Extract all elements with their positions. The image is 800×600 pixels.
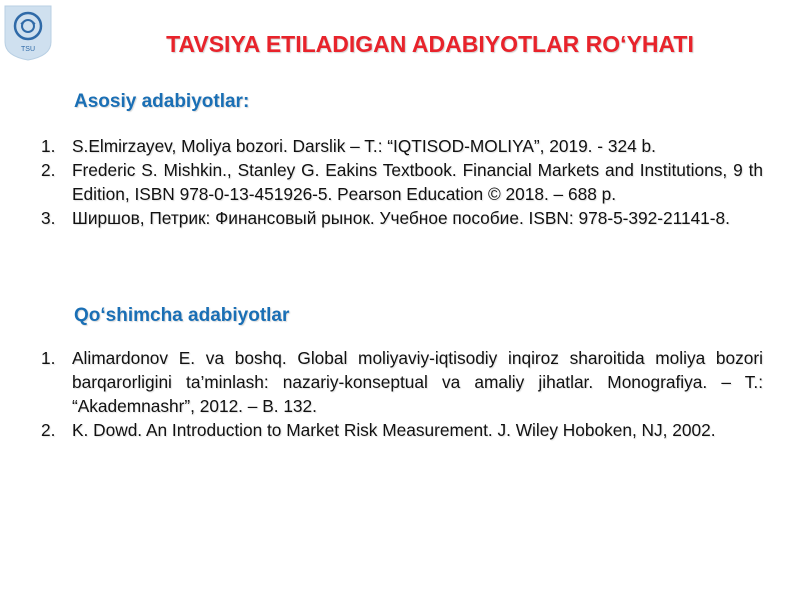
additional-literature-list <box>38 346 763 442</box>
list-item-number: 1. <box>41 348 56 368</box>
list-item-number: 1. <box>41 136 56 156</box>
list-item <box>38 134 763 158</box>
list-item <box>38 158 763 206</box>
list-item-text: Frederic S. Mishkin., Stanley G. Eakins Textbook. Financial Markets and Institutions, 9 th Edition, ISBN 978-0-13-451926-5. Pearson Education © 2018. – 688 p. <box>72 160 763 204</box>
section-heading-additional: Qo‘shimcha adabiyotlar <box>74 305 290 326</box>
list-item-number: 2. <box>41 160 56 180</box>
section-heading-main: Asosiy adabiyotlar: <box>74 91 250 112</box>
list-item <box>38 346 763 418</box>
list-item <box>38 418 763 442</box>
list-item-number: 2. <box>41 420 56 440</box>
main-literature-list <box>38 134 763 230</box>
page-title: TAVSIYA ETILADIGAN ADABIYOTLAR RO‘YHATI <box>166 31 694 57</box>
logo-text: TSU <box>21 46 35 53</box>
university-logo <box>3 4 53 61</box>
list-item-text: Alimardonov E. va boshq. Global moliyaviy-iqtisodiy inqiroz sharoitida moliya bozori barqarorligini ta’minlash: nazariy-konseptual va amaliy jihatlar. Monografiya. – T.: “Akademnashr”, 2012. – B. 132. <box>72 348 763 416</box>
list-item-text: Ширшов, Петрик: Финансовый рынок. Учебное пособие. ISBN: 978-5-392-21141-8. <box>72 208 730 228</box>
list-item <box>38 206 763 230</box>
list-item-number: 3. <box>41 208 56 228</box>
list-item-text: K. Dowd. An Introduction to Market Risk Measurement. J. Wiley Hoboken, NJ, 2002. <box>72 420 716 440</box>
university-emblem-icon <box>3 4 53 61</box>
list-item-text: S.Elmirzayev, Moliya bozori. Darslik – T.: “IQTISOD-MOLIYA”, 2019. - 324 b. <box>72 136 656 156</box>
